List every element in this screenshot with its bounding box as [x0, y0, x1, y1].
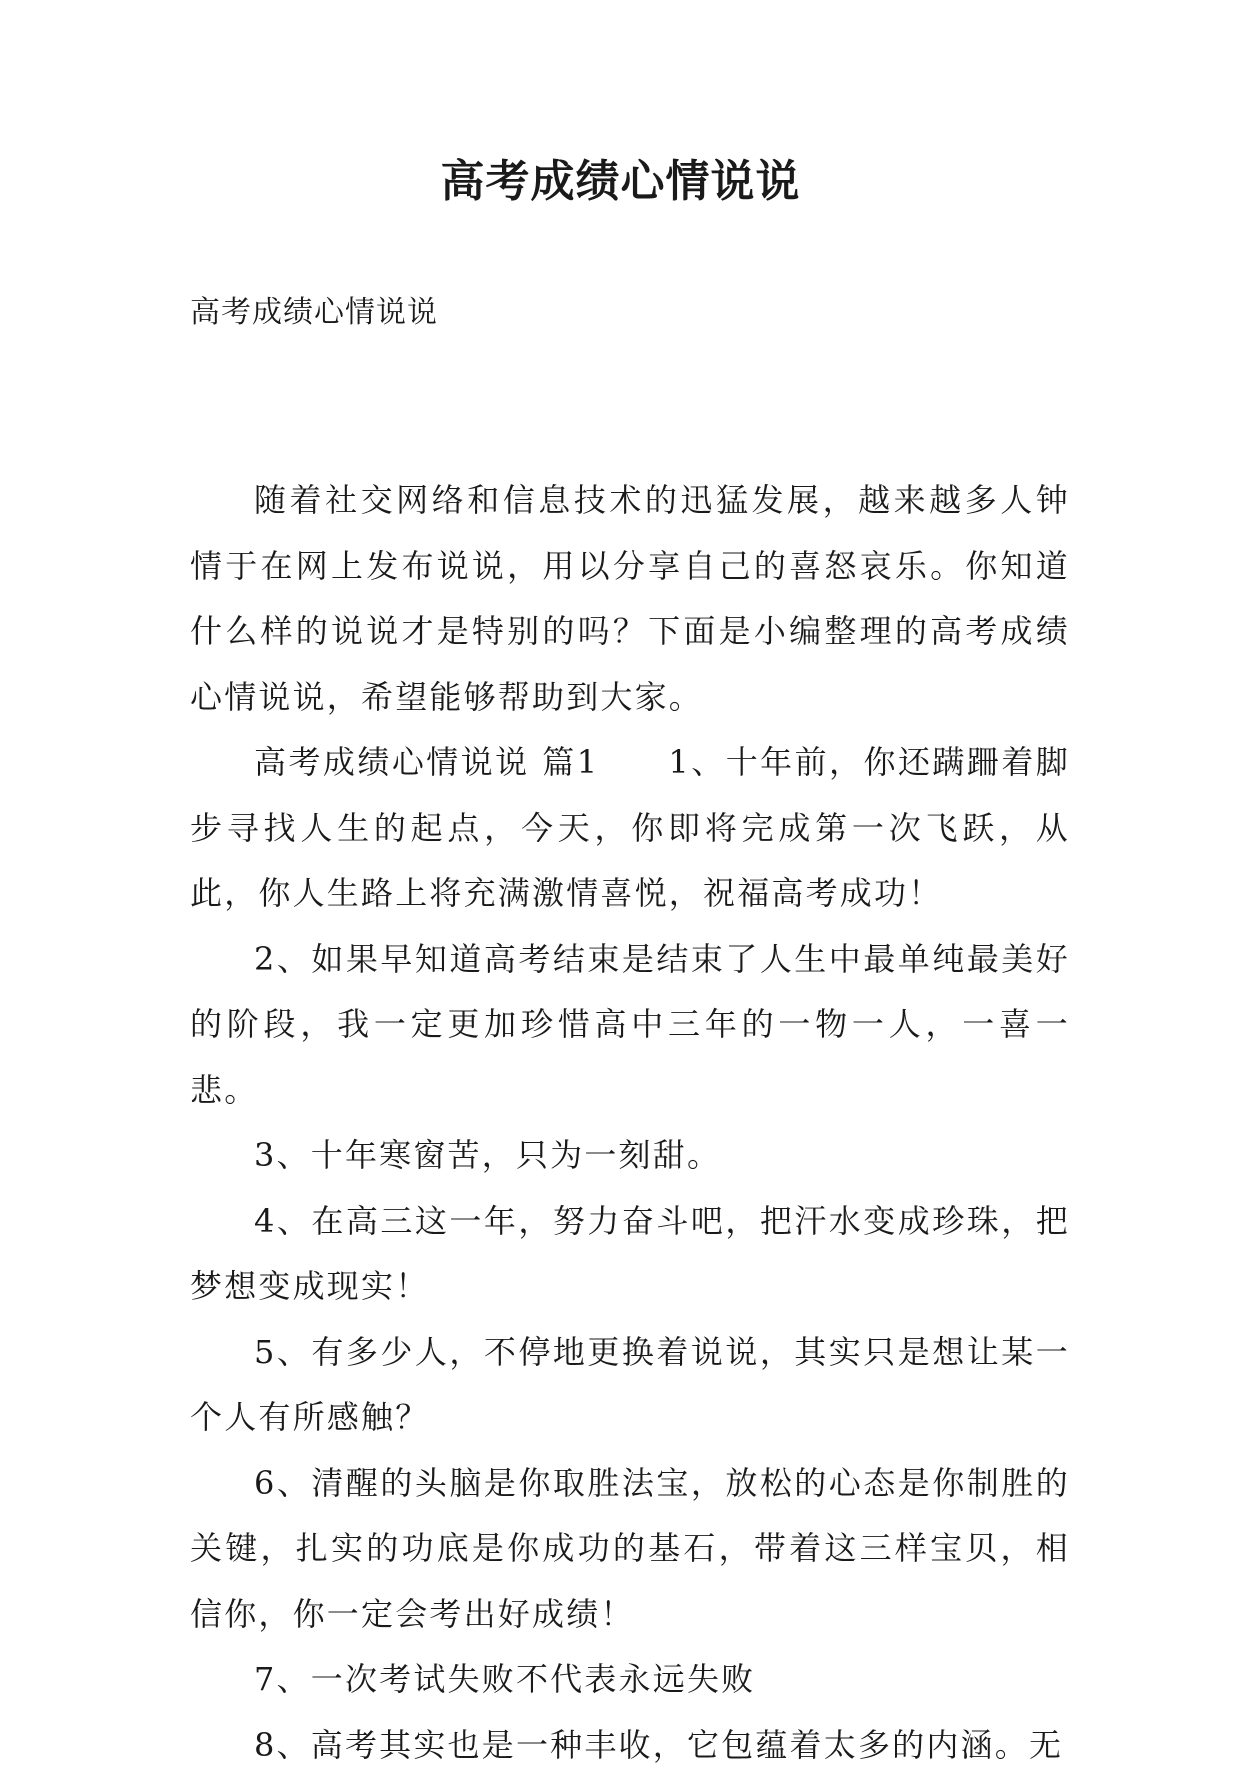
intro-paragraph: 随着社交网络和信息技术的迅猛发展，越来越多人钟情于在网上发布说说，用以分享自己的喜怒哀乐。你知道什么样的说说才是特别的吗？下面是小编整理的高考成绩心情说说，希望能够帮助到大家。: [190, 468, 1070, 730]
body-paragraph: 3、十年寒窗苦，只为一刻甜。: [190, 1123, 1070, 1189]
body-paragraph: 5、有多少人，不停地更换着说说，其实只是想让某一个人有所感触？: [190, 1320, 1070, 1451]
body-paragraph: 高考成绩心情说说 篇1 1、十年前，你还蹒跚着脚步寻找人生的起点，今天，你即将完成第一次飞跃，从此，你人生路上将充满激情喜悦，祝福高考成功！: [190, 730, 1070, 927]
body-paragraph: 4、在高三这一年，努力奋斗吧，把汗水变成珍珠，把梦想变成现实！: [190, 1189, 1070, 1320]
body-paragraph: 6、清醒的头脑是你取胜法宝，放松的心态是你制胜的关键，扎实的功底是你成功的基石，带着这三样宝贝，相信你，你一定会考出好成绩！: [190, 1451, 1070, 1648]
body-paragraph: 2、如果早知道高考结束是结束了人生中最单纯最美好的阶段，我一定更加珍惜高中三年的一物一人，一喜一悲。: [190, 927, 1070, 1124]
body-paragraph: 8、高考其实也是一种丰收，它包蕴着太多的内涵。无: [190, 1713, 1070, 1778]
body-paragraph: 7、一次考试失败不代表永远失败: [190, 1647, 1070, 1713]
document-title: 高考成绩心情说说: [0, 152, 1241, 212]
document-body: [190, 468, 1070, 1778]
document-subtitle: 高考成绩心情说说: [190, 292, 438, 334]
